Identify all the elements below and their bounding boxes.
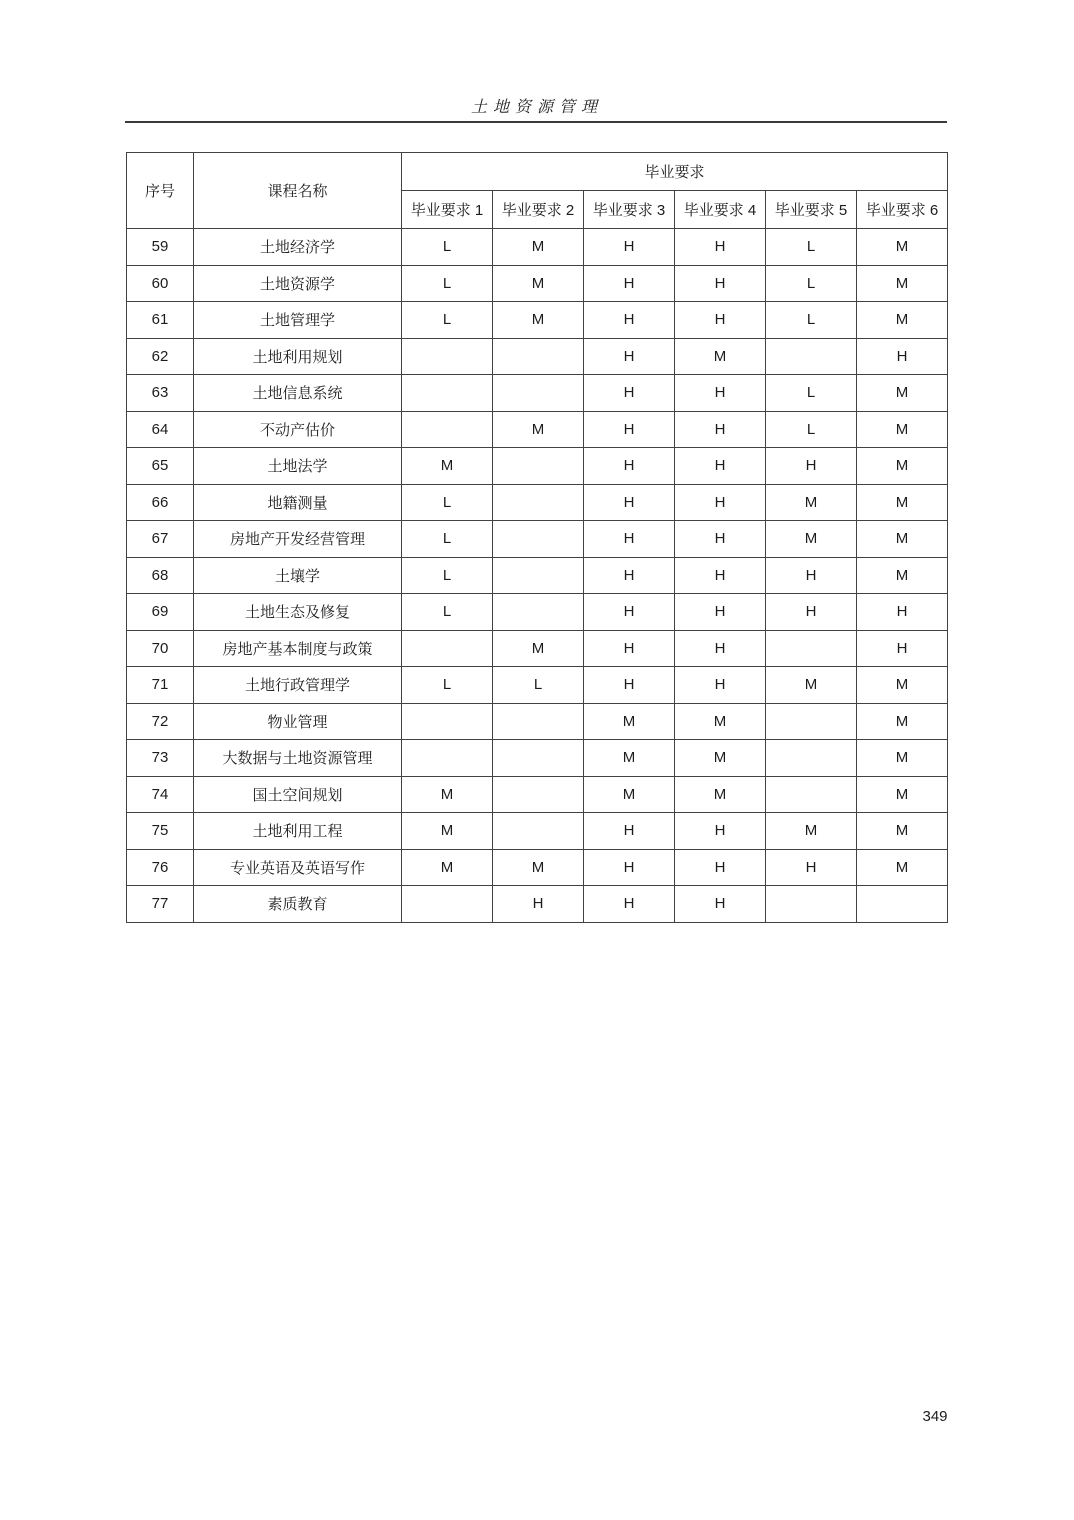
column-header-requirement-2: 毕业要求 2 [493, 191, 584, 229]
requirement-value-cell: H [766, 448, 857, 485]
requirement-value-cell: H [675, 448, 766, 485]
column-header-requirement-6: 毕业要求 6 [857, 191, 948, 229]
course-name-cell: 土地利用工程 [194, 813, 402, 850]
row-index-cell: 75 [127, 813, 194, 850]
row-index-cell: 62 [127, 338, 194, 375]
course-name-cell: 土地行政管理学 [194, 667, 402, 704]
requirement-value-cell [402, 375, 493, 412]
requirement-value-cell [766, 703, 857, 740]
requirement-value-cell: M [857, 557, 948, 594]
requirement-value-cell [766, 886, 857, 923]
requirement-value-cell: M [402, 776, 493, 813]
requirement-value-cell: M [857, 849, 948, 886]
table-row [127, 813, 948, 850]
page-number: 349 [922, 1408, 948, 1425]
requirement-value-cell: M [857, 265, 948, 302]
requirement-value-cell: M [857, 813, 948, 850]
requirement-value-cell: H [675, 630, 766, 667]
table-row [127, 630, 948, 667]
column-header-course-name: 课程名称 [194, 153, 402, 229]
requirement-value-cell: M [857, 484, 948, 521]
course-name-cell: 土地生态及修复 [194, 594, 402, 631]
requirement-value-cell: L [766, 411, 857, 448]
requirement-value-cell [493, 484, 584, 521]
course-name-cell: 土地法学 [194, 448, 402, 485]
requirement-value-cell: H [584, 229, 675, 266]
requirement-value-cell: M [857, 703, 948, 740]
requirement-value-cell [766, 338, 857, 375]
requirement-value-cell: L [766, 375, 857, 412]
requirement-value-cell: M [857, 776, 948, 813]
requirement-value-cell: M [675, 740, 766, 777]
requirement-value-cell: M [584, 703, 675, 740]
column-header-requirement-3: 毕业要求 3 [584, 191, 675, 229]
requirement-value-cell: L [402, 521, 493, 558]
requirement-value-cell: L [402, 557, 493, 594]
row-index-cell: 70 [127, 630, 194, 667]
row-index-cell: 61 [127, 302, 194, 339]
course-name-cell: 地籍测量 [194, 484, 402, 521]
requirement-value-cell: M [493, 229, 584, 266]
requirement-value-cell: M [493, 265, 584, 302]
requirement-value-cell: L [402, 484, 493, 521]
requirement-value-cell: L [402, 302, 493, 339]
requirement-value-cell: M [766, 521, 857, 558]
course-name-cell: 土地利用规划 [194, 338, 402, 375]
table-row [127, 302, 948, 339]
table-row [127, 448, 948, 485]
requirement-value-cell: M [857, 448, 948, 485]
requirement-value-cell [493, 703, 584, 740]
requirement-value-cell: M [402, 813, 493, 850]
requirement-value-cell: M [493, 411, 584, 448]
requirement-value-cell: M [857, 740, 948, 777]
requirement-value-cell: M [402, 448, 493, 485]
requirement-value-cell: H [584, 813, 675, 850]
course-name-cell: 物业管理 [194, 703, 402, 740]
requirement-value-cell: M [857, 375, 948, 412]
requirement-value-cell [766, 776, 857, 813]
requirement-value-cell: H [675, 521, 766, 558]
row-index-cell: 77 [127, 886, 194, 923]
course-name-cell: 专业英语及英语写作 [194, 849, 402, 886]
row-index-cell: 72 [127, 703, 194, 740]
course-name-cell: 素质教育 [194, 886, 402, 923]
requirement-value-cell: H [584, 484, 675, 521]
row-index-cell: 59 [127, 229, 194, 266]
table-row [127, 849, 948, 886]
row-index-cell: 63 [127, 375, 194, 412]
requirement-value-cell: H [584, 411, 675, 448]
requirement-value-cell: H [584, 338, 675, 375]
requirement-value-cell: L [402, 229, 493, 266]
requirement-value-cell: H [857, 338, 948, 375]
table-header-row-group [127, 153, 948, 191]
row-index-cell: 74 [127, 776, 194, 813]
requirement-value-cell: H [584, 667, 675, 704]
page-title: 土地资源管理 [470, 97, 603, 116]
requirement-value-cell: H [766, 849, 857, 886]
table-row [127, 703, 948, 740]
course-name-cell: 土地信息系统 [194, 375, 402, 412]
requirement-value-cell: H [675, 557, 766, 594]
requirement-value-cell: H [857, 594, 948, 631]
row-index-cell: 76 [127, 849, 194, 886]
requirement-value-cell: M [857, 302, 948, 339]
requirement-value-cell: H [766, 594, 857, 631]
table-row [127, 667, 948, 704]
requirement-value-cell [493, 375, 584, 412]
requirement-value-cell [402, 703, 493, 740]
course-name-cell: 房地产开发经营管理 [194, 521, 402, 558]
requirement-value-cell [493, 594, 584, 631]
requirement-value-cell: H [584, 594, 675, 631]
table-row [127, 521, 948, 558]
column-header-requirement-5: 毕业要求 5 [766, 191, 857, 229]
requirement-value-cell: H [584, 521, 675, 558]
requirement-value-cell: H [675, 375, 766, 412]
requirement-value-cell: L [493, 667, 584, 704]
requirement-value-cell: M [857, 667, 948, 704]
requirement-value-cell: H [675, 302, 766, 339]
requirement-value-cell: L [766, 229, 857, 266]
course-name-cell: 土地资源学 [194, 265, 402, 302]
requirement-value-cell: H [675, 229, 766, 266]
requirement-value-cell: M [584, 740, 675, 777]
table-row [127, 411, 948, 448]
requirement-value-cell [493, 813, 584, 850]
table-row [127, 229, 948, 266]
requirement-value-cell [493, 557, 584, 594]
table-row [127, 886, 948, 923]
column-header-graduation-requirements-group: 毕业要求 [402, 153, 948, 191]
table-row [127, 375, 948, 412]
requirement-value-cell: H [584, 448, 675, 485]
requirement-value-cell: H [584, 302, 675, 339]
requirement-value-cell: M [766, 484, 857, 521]
requirement-value-cell: M [493, 630, 584, 667]
requirement-value-cell: M [675, 703, 766, 740]
requirement-value-cell: M [857, 229, 948, 266]
requirement-value-cell: M [675, 776, 766, 813]
row-index-cell: 68 [127, 557, 194, 594]
requirement-value-cell: H [857, 630, 948, 667]
requirement-value-cell [493, 521, 584, 558]
requirement-value-cell: H [584, 849, 675, 886]
requirement-value-cell [402, 338, 493, 375]
requirement-value-cell [766, 630, 857, 667]
requirement-value-cell [766, 740, 857, 777]
row-index-cell: 66 [127, 484, 194, 521]
column-header-requirement-4: 毕业要求 4 [675, 191, 766, 229]
table-row [127, 265, 948, 302]
course-name-cell: 土壤学 [194, 557, 402, 594]
requirement-value-cell: H [584, 630, 675, 667]
requirement-value-cell [402, 630, 493, 667]
table-row [127, 557, 948, 594]
requirement-value-cell: H [766, 557, 857, 594]
header-rule [125, 121, 947, 123]
requirement-value-cell [493, 338, 584, 375]
requirement-value-cell: M [493, 849, 584, 886]
requirement-value-cell: H [493, 886, 584, 923]
course-name-cell: 不动产估价 [194, 411, 402, 448]
requirement-value-cell: H [675, 411, 766, 448]
requirement-value-cell [493, 776, 584, 813]
table-row [127, 338, 948, 375]
requirement-value-cell: H [584, 557, 675, 594]
requirement-value-cell: H [675, 849, 766, 886]
course-name-cell: 国土空间规划 [194, 776, 402, 813]
column-header-requirement-1: 毕业要求 1 [402, 191, 493, 229]
row-index-cell: 64 [127, 411, 194, 448]
course-name-cell: 大数据与土地资源管理 [194, 740, 402, 777]
course-name-cell: 土地经济学 [194, 229, 402, 266]
requirement-value-cell [493, 448, 584, 485]
course-name-cell: 房地产基本制度与政策 [194, 630, 402, 667]
requirement-value-cell: L [402, 667, 493, 704]
row-index-cell: 71 [127, 667, 194, 704]
requirement-value-cell: M [857, 411, 948, 448]
requirement-value-cell: M [675, 338, 766, 375]
column-header-index: 序号 [127, 153, 194, 229]
requirement-value-cell: M [766, 667, 857, 704]
requirement-value-cell [402, 740, 493, 777]
course-name-cell: 土地管理学 [194, 302, 402, 339]
requirement-value-cell: H [584, 265, 675, 302]
requirement-value-cell: L [766, 265, 857, 302]
row-index-cell: 73 [127, 740, 194, 777]
requirement-value-cell: H [675, 594, 766, 631]
requirement-value-cell: M [584, 776, 675, 813]
requirement-value-cell: H [675, 813, 766, 850]
requirement-value-cell: H [675, 667, 766, 704]
requirement-value-cell: M [493, 302, 584, 339]
requirement-value-cell: H [584, 375, 675, 412]
course-requirements-table [126, 152, 948, 923]
row-index-cell: 60 [127, 265, 194, 302]
row-index-cell: 65 [127, 448, 194, 485]
requirement-value-cell: H [675, 265, 766, 302]
table-row [127, 776, 948, 813]
requirement-value-cell: H [675, 484, 766, 521]
requirement-value-cell: H [584, 886, 675, 923]
requirement-value-cell: M [402, 849, 493, 886]
table-row [127, 484, 948, 521]
requirement-value-cell: M [857, 521, 948, 558]
table-row [127, 740, 948, 777]
row-index-cell: 67 [127, 521, 194, 558]
requirement-value-cell [493, 740, 584, 777]
requirement-value-cell [402, 886, 493, 923]
requirement-value-cell: H [675, 886, 766, 923]
requirement-value-cell: L [402, 265, 493, 302]
table-row [127, 594, 948, 631]
requirement-value-cell [402, 411, 493, 448]
row-index-cell: 69 [127, 594, 194, 631]
requirement-value-cell: M [766, 813, 857, 850]
requirement-value-cell: L [402, 594, 493, 631]
requirement-value-cell: L [766, 302, 857, 339]
requirement-value-cell [857, 886, 948, 923]
